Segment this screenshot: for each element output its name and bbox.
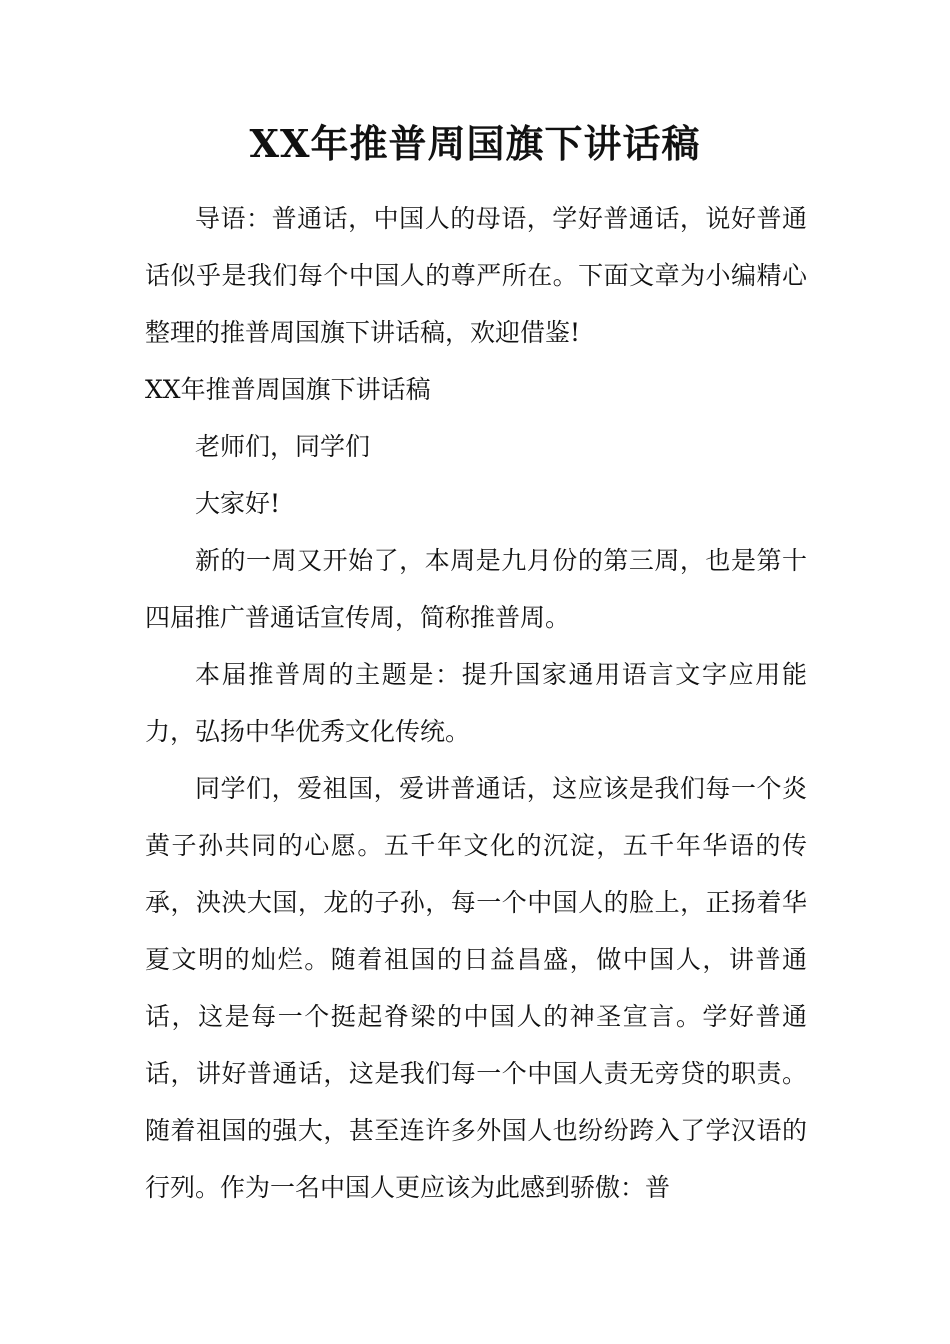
salutation-paragraph: 老师们，同学们 <box>195 432 371 461</box>
body-paragraph: 新的一周又开始了，本周是九月份的第三周，也是第十四届推广普通话宣传周，简称推普周。 <box>145 546 807 632</box>
section-heading: XX年推普周国旗下讲话稿 <box>145 375 431 404</box>
document-body <box>145 190 807 1216</box>
body-paragraph: 本届推普周的主题是：提升国家通用语言文字应用能力，弘扬中华优秀文化传统。 <box>145 660 807 746</box>
page-title: XX年推普周国旗下讲话稿 <box>249 121 701 166</box>
greeting-paragraph: 大家好! <box>195 489 281 518</box>
intro-paragraph: 导语：普通话，中国人的母语，学好普通话，说好普通话似乎是我们每个中国人的尊严所在。下面文章为小编精心整理的推普周国旗下讲话稿，欢迎借鉴! <box>145 204 807 347</box>
body-paragraph: 同学们，爱祖国，爱讲普通话，这应该是我们每一个炎黄子孙共同的心愿。五千年文化的沉淀，五千年华语的传承，泱泱大国，龙的子孙，每一个中国人的脸上，正扬着华夏文明的灿烂。随着祖国的日益昌盛，做中国人，讲普通话，这是每一个挺起脊梁的中国人的神圣宣言。学好普通话，讲好普通话，这是我们每一个中国人责无旁贷的职责。随着祖国的强大，甚至连许多外国人也纷纷跨入了学汉语的行列。作为一名中国人更应该为此感到骄傲：普 <box>145 774 807 1202</box>
